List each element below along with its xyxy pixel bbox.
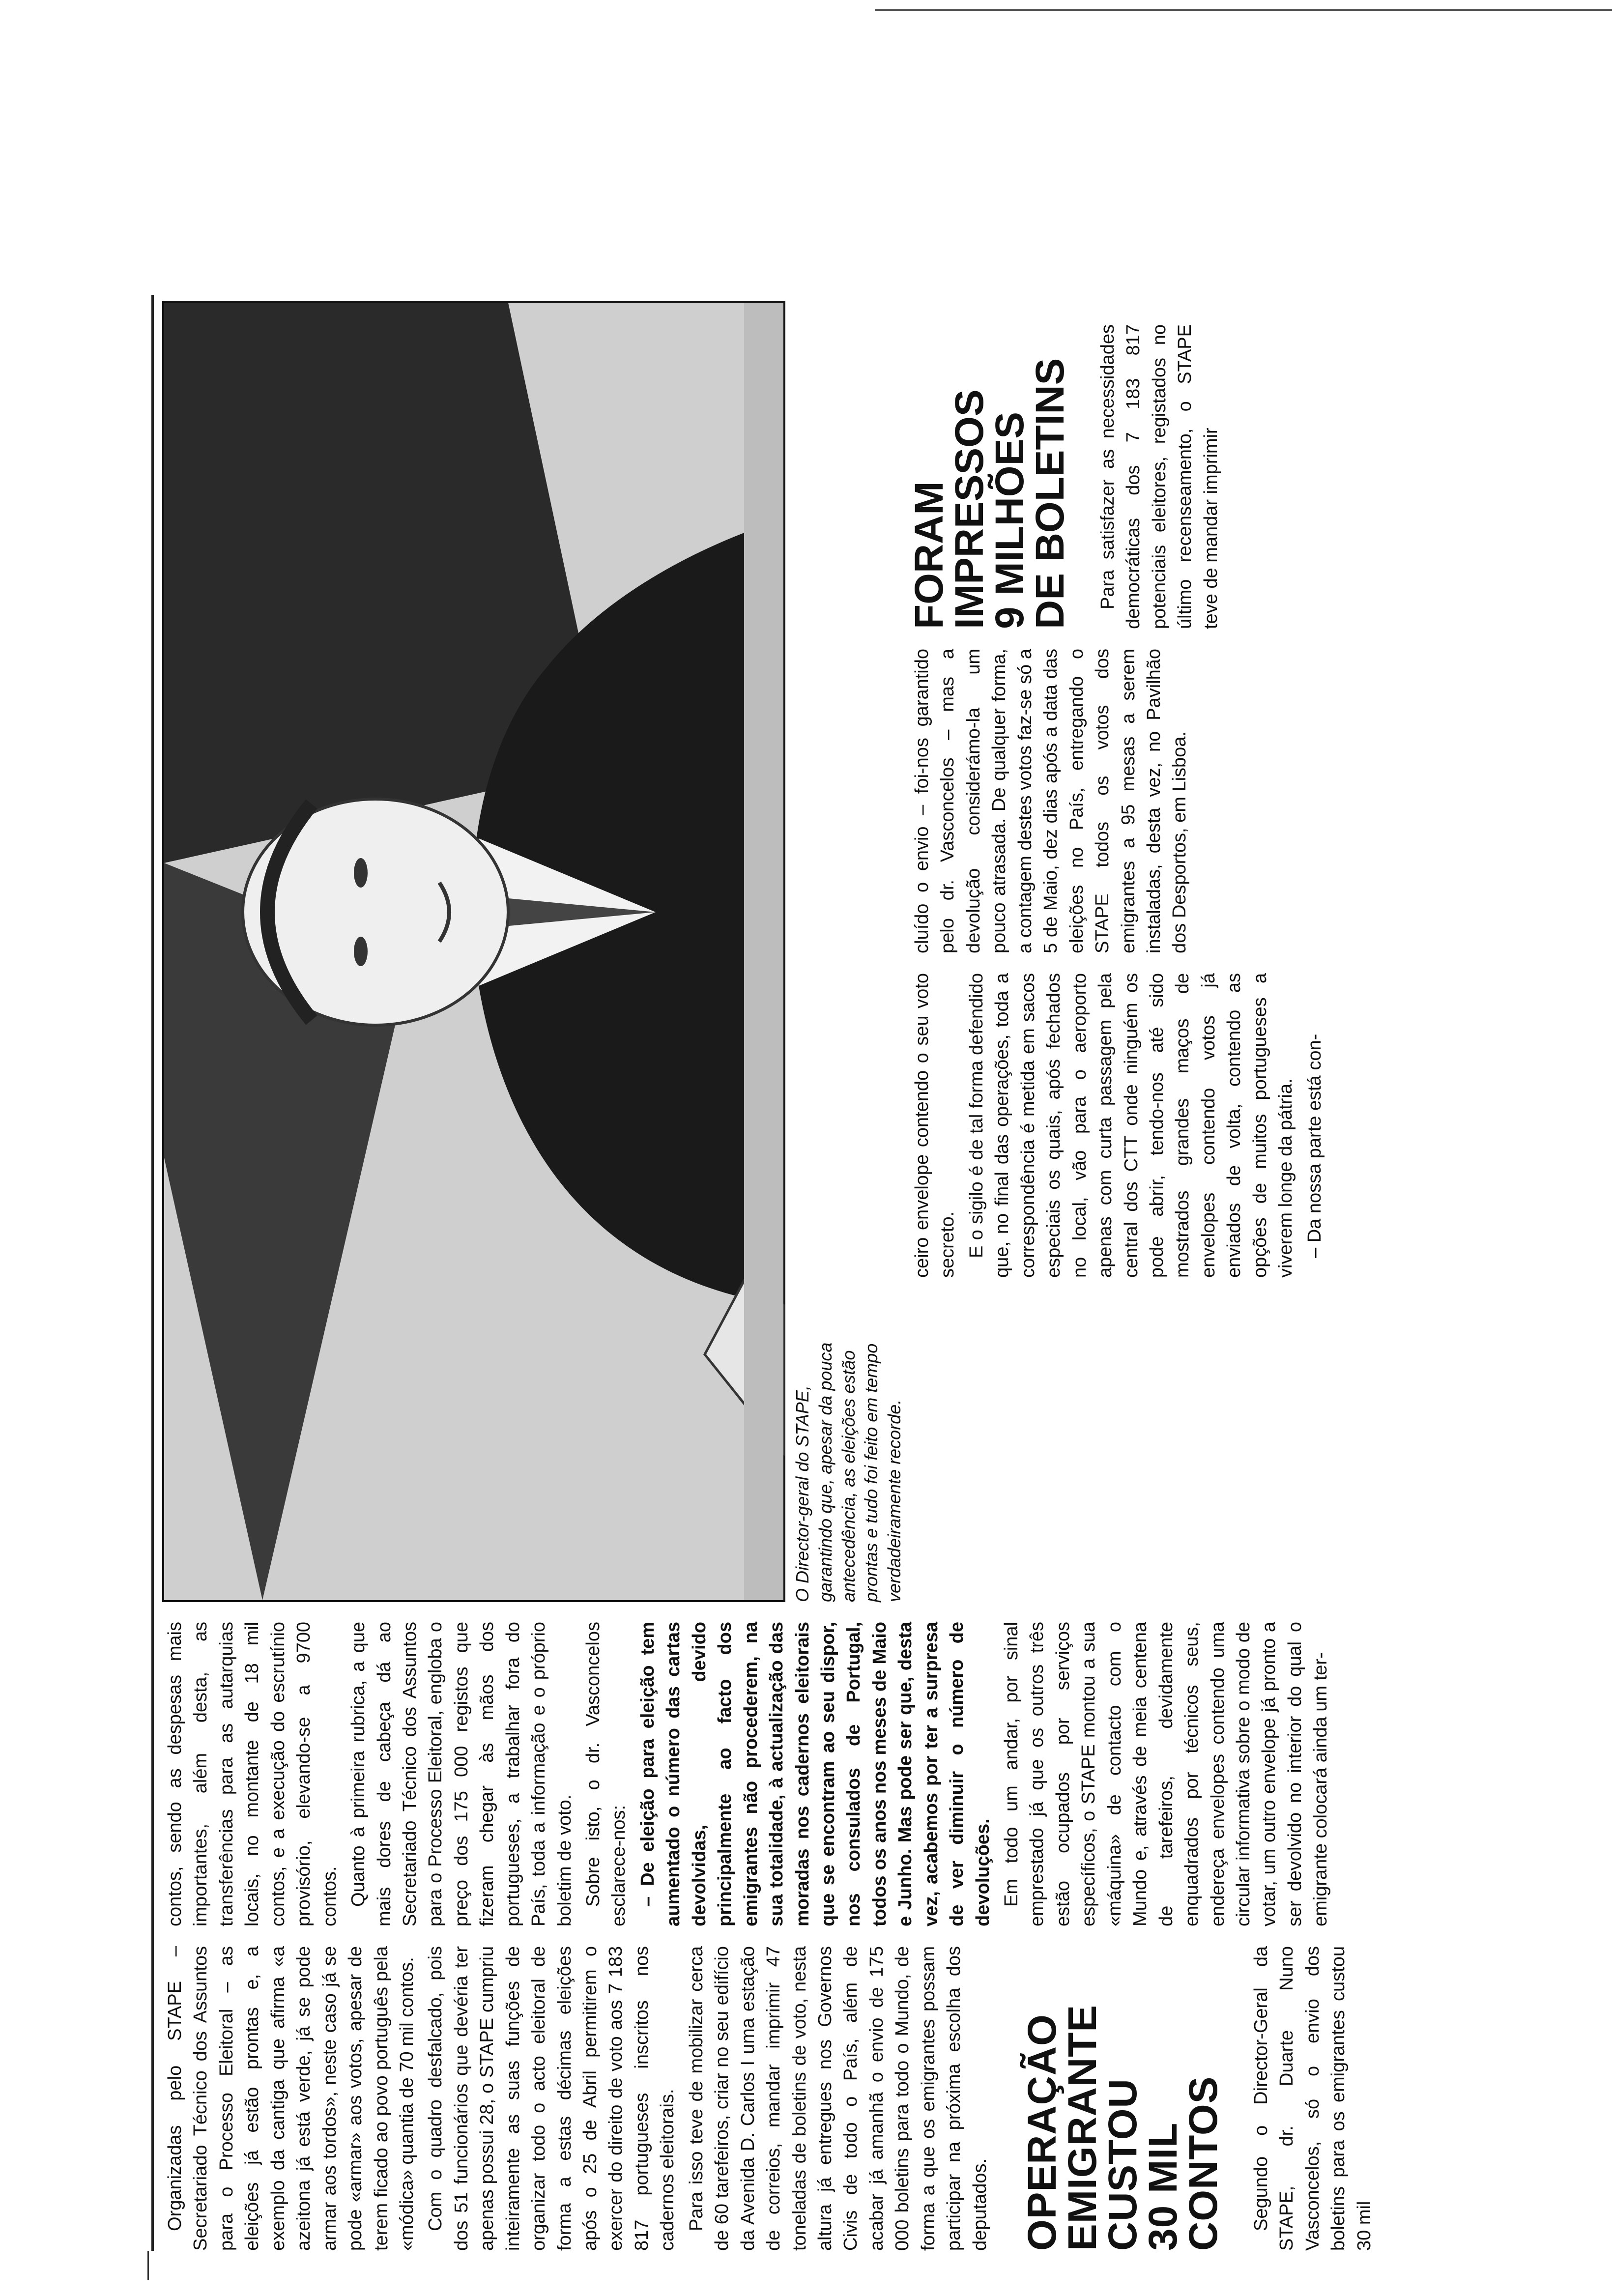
paragraph: Quanto à primeira rubrica, a que mais dores de cabeça dá ao Secretariado Técnico dos Assuntos para o Processo Eleitoral, engloba o preço dos 175 000 registos que fizeram chegar às mãos dos portugueses, a trabalhar fora do País, toda a informação e o próprio boletim de voto. [348, 1622, 575, 1926]
quote-paragraph: – Da nossa parte está con- [1304, 1033, 1325, 1258]
paragraph: Segundo o Director-Geral da STAPE, dr. Duarte Nuno Vasconcelos, só o envio dos boletins para os emigrantes custou 30 mil [1251, 1946, 1375, 2251]
paragraph: contos, sendo as despesas mais importantes, além desta, as transferências para as autarquias locais, no montante de 18 mil contos, e a execução do escrutínio provisório, elevando-se a 9700 contos. [165, 1622, 340, 1926]
rotated-page [143, 295, 1381, 2251]
scan-edge [875, 9, 1612, 11]
photo-image [164, 303, 783, 1600]
page-rule [151, 295, 154, 2251]
article-column-1 [162, 1946, 1375, 2251]
paragraph: Para satisfazer as necessidades democráticas dos 7 183 817 potenciais eleitores, registados no último recenseamento, o STAPE teve de mandar imprimir [1097, 324, 1221, 629]
paragraph: Para isso teve de mobilizar cerca de 60 tarefeiros, criar no seu edifício da Avenida D. Carlos I uma estação de correios, mandar imprimir 47 toneladas de boletins de voto, nesta altura já entregues nos Governos Civis de todo o País, além de acabar já amanhã o envio de 175 000 boletins para todo o Mundo, de forma a que os emigrantes possam participar na próxima escolha dos deputados. [686, 1946, 990, 2251]
article-column-3 [909, 973, 1366, 1278]
newspaper-clipping [143, 295, 1381, 2251]
paragraph: Organizadas pelo STAPE – Secretariado Técnico dos Assuntos para o Processo Eleitoral – as eleições já estão prontas e, a exemplo da cantiga que afirma «a azeitona já está verde, já se pode armar aos tordos», neste caso já se pode «armar» aos votos, apesar de terem ficado ao povo português pela «módica» quantia de 70 mil contos. [165, 1946, 417, 2251]
photo-director-general [162, 301, 785, 1602]
paragraph: ceiro envelope contendo o seu voto secreto. [912, 973, 958, 1278]
paragraph: cluído o envio – foi-nos garantido pelo dr. Vasconcelos – mas a devolução considerámo-la um pouco atrasada. De qualquer forma, a contagem destes votos faz-se só a 5 de Maio, dez dias após a data das eleições no País, entregando o STAPE todos os votos dos emigrantes a 95 mesas a serem instaladas, desta vez, no Pavilhão dos Desportos, em Lisboa. [912, 649, 1190, 953]
paragraph: Com o quadro desfalcado, pois dos 51 funcionários que devéria ter apenas possui 28, o STAPE cumpriu inteiramente as suas funções de organizar todo o acto eleitoral de forma a estas décimas eleições após o 25 de Abril permitirem o exercer do direito de voto aos 7 183 817 portugueses inscritos nos cadernos eleitorais. [425, 1946, 678, 2251]
article-column-5 [909, 324, 1366, 629]
quote-paragraph: – De eleição para eleição tem aumentado o número das cartas devolvidas, devido principalmente ao facto dos emigrantes não procederem, na sua totalidade, à actualização das moradas nos cadernos eleitorais que se encontram ao seu dispor, nos consulados de Portugal, todos os anos nos meses de Maio e Junho. Mas pode ser que, desta vez, acabemos por ter a surpresa de ver diminuir o número de devoluções. [637, 1622, 993, 1926]
article-column-2 [162, 1622, 1371, 1926]
paragraph: E o sigilo é de tal forma defendido que, no final das operações, toda a correspondência é metida em sacos especiais os quais, após fechados no local, vão para o aeroporto apenas com curta passagem pela central dos CTT onde ninguém os pode abrir, tendo-nos até sido mostrados grandes maços de envelopes contendo votos já enviados de volta, contendo as opções de muitos portugueses a viverem longe da pátria. [966, 973, 1296, 1278]
photo-caption: O Director-geral do STAPE, garantindo que, apesar da pouca antecedência, as eleições estão prontas e tudo foi feito em tempo verdadeiramente recorde. [792, 1342, 905, 1602]
paragraph: Em todo um andar, por sinal emprestado já que os outros três estão ocupados por serviços específicos, o STAPE montou a sua «máquina» de contacto com o Mundo e, através de meia centena de tarefeiros, devidamente enquadrados por técnicos seus, endereça envelopes contendo uma circular informativa sobre o modo de votar, um outro envelope já pronto a ser devolvido no interior do qual o emigrante colocará ainda um ter- [1001, 1622, 1331, 1926]
subheadline-operacao-emigrante: OPERAÇÃO EMIGRANTE CUSTOU 30 MIL CONTOS [1020, 2005, 1226, 2251]
subheadline-foram-impressos: FORAM IMPRESSOS 9 MILHÕES DE BOLETINS [907, 358, 1072, 629]
paragraph: Sobre isto, o dr. Vasconcelos esclarece-nos: [583, 1622, 630, 1926]
article-column-4 [909, 649, 1366, 953]
